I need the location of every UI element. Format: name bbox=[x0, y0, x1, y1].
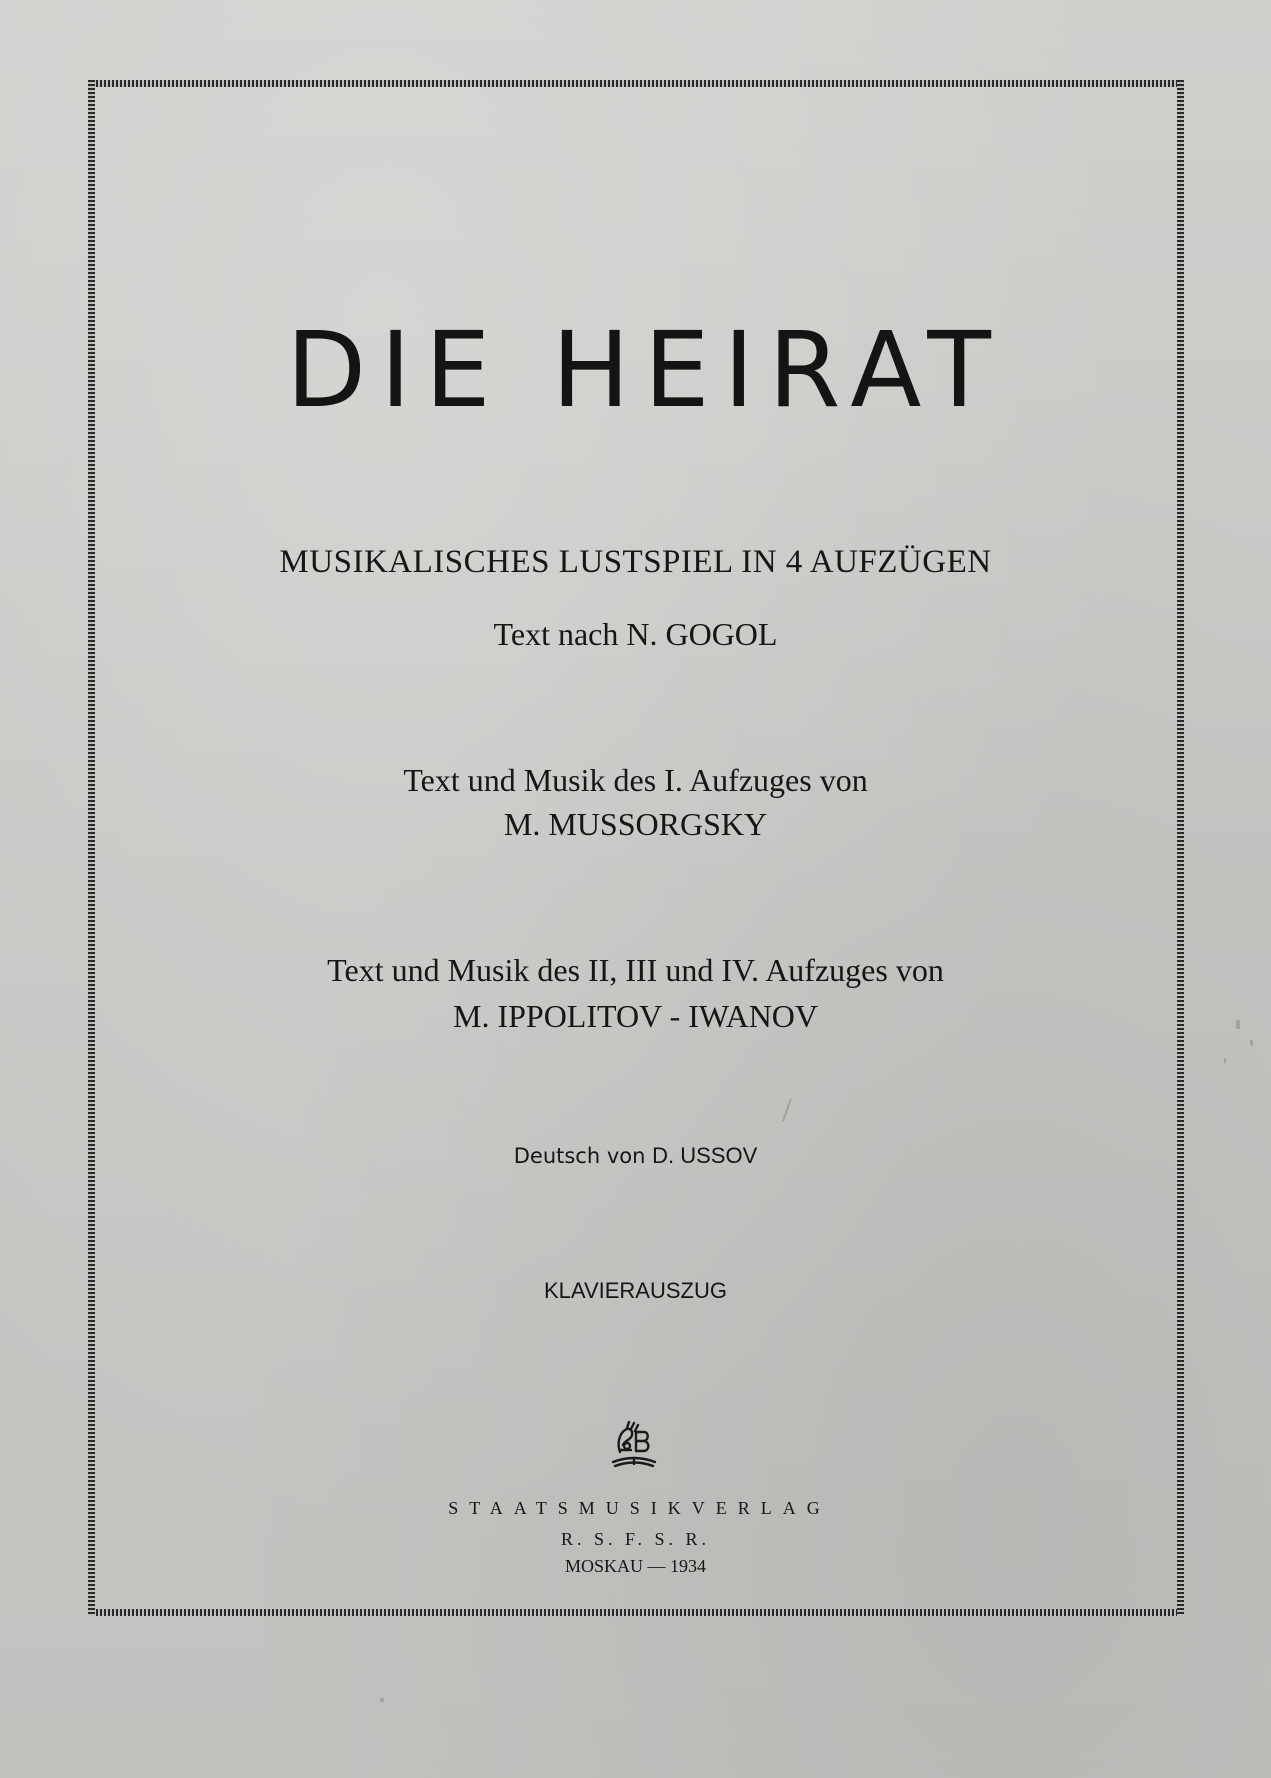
publisher-monogram-icon bbox=[607, 1418, 661, 1472]
translator-name: D. USSOV bbox=[652, 1143, 758, 1168]
paper-speck bbox=[1236, 1020, 1240, 1029]
act-one-credit: Text und Musik des I. Aufzuges von bbox=[403, 762, 868, 798]
publisher-region: R. S. F. S. R. bbox=[560, 1529, 711, 1549]
frame-border-right bbox=[1177, 80, 1184, 1616]
publisher-name: STAATSMUSIKVERLAG bbox=[448, 1498, 831, 1518]
acts-two-to-four-composer: M. IPPOLITOV - IWANOV bbox=[452, 998, 819, 1034]
paper-speck bbox=[380, 1698, 384, 1702]
acts-two-to-four-credit: Text und Musik des II, III und IV. Aufzuges von bbox=[327, 952, 944, 988]
translator-prefix: Deutsch von bbox=[513, 1144, 646, 1168]
paper-speck bbox=[782, 1098, 792, 1121]
page-title: DIE HEIRAT bbox=[286, 309, 1005, 431]
paper-speck bbox=[1224, 1058, 1226, 1063]
act-one-composer: M. MUSSORGSKY bbox=[503, 806, 768, 842]
edition-type: KLAVIERAUSZUG bbox=[544, 1278, 727, 1303]
text-source-credit: Text nach N. GOGOL bbox=[493, 616, 778, 652]
publisher-place-year: MOSKAU — 1934 bbox=[564, 1556, 706, 1576]
frame-border-left bbox=[88, 80, 95, 1616]
paper-speck bbox=[1250, 1040, 1253, 1046]
translator-credit bbox=[0, 1143, 1271, 1169]
frame-border-top bbox=[88, 80, 1184, 87]
subtitle: MUSIKALISCHES LUSTSPIEL IN 4 AUFZÜGEN bbox=[279, 544, 992, 580]
frame-border-bottom bbox=[88, 1609, 1184, 1616]
